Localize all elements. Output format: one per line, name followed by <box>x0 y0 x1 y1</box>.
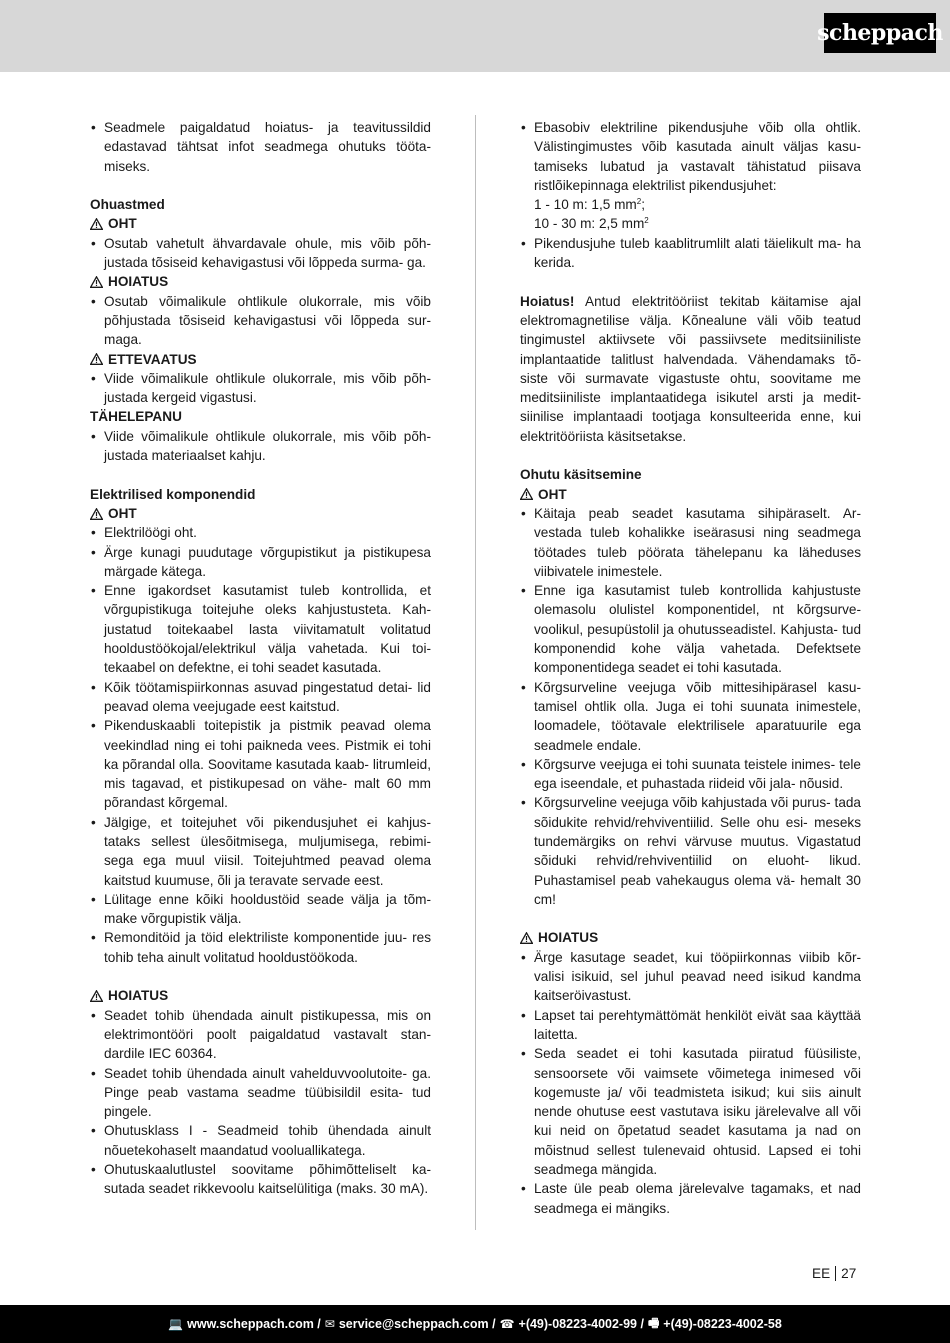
emf-warning-paragraph <box>520 292 861 446</box>
phone-icon: ☎ <box>499 1317 515 1331</box>
warning-ettevaatus <box>90 350 431 369</box>
spec-text: 1 - 10 m: 1,5 mm <box>534 197 637 213</box>
list-item: • Lapset tai perehtymättömät henkilöt eivät saa käyttää laitetta. <box>520 1006 861 1045</box>
list-item: • Enne igakordset kasutamist tuleb kontrollida, et võrgupistikuga toitejuhe oleks kahjustusteta. Kah- justatud toitekaabel lasta viivitamatult volitatud hooldustöökojal/elektrikul välja vahetada. Kui toi- tekaabel on defektne, ei tohi seadet kasutada. <box>90 581 431 677</box>
fax-icon: 🖷 <box>647 1315 660 1330</box>
list-item: • Viide võimalikule ohtlikule olukorrale, mis võib põh- justada materiaalset kahju. <box>90 427 431 466</box>
list-item: • Remonditöid ja töid elektriliste komponentide juu- res tohib teha ainult volitatud hooldustöökoda. <box>90 928 431 967</box>
warning-triangle-icon <box>90 218 103 230</box>
list-item: • Elektrilöögi oht. <box>90 523 431 542</box>
warning-triangle-icon <box>90 353 103 365</box>
list-item: • Laste üle peab olema järelevalve tagamaks, et nad seadmega ei mängiks. <box>520 1179 861 1218</box>
list-item: • Kõrgsurveline veejuga võib kahjustada või purus- tada sõidukite rehvid/rehviventiilid. Selle ohu esi- meseks tundemärgiks on rehvi värvuse muutus. Vigastatud sõiduki rehvid/rehviventiilid on eluoht- likud. Puhastamisel peab vahekaugus olema vä- hemalt 30 cm! <box>520 793 861 909</box>
footer-website[interactable]: www.scheppach.com / <box>187 1317 321 1331</box>
superscript: 2 <box>644 216 649 226</box>
list-item: • Ohutuskaalutlustel soovitame põhimõtteliselt ka- sutada seadet rikkevoolu kaitselülitiga (maks. 30 mA). <box>90 1160 431 1199</box>
list-item: • Ärge kasutage seadet, kui tööpiirkonnas viibib kõr- valisi isikuid, sel juhul peavad need isikud kandma kaitseröivastust. <box>520 948 861 1006</box>
warning-label: HOIATUS <box>108 274 169 290</box>
footer-fax: +(49)-08223-4002-58 <box>663 1317 782 1331</box>
list-item: • Kõik töötamispiirkonnas asuvad pingestatud detai- lid peavad olema veejugade eest kaitstud. <box>90 678 431 717</box>
emf-warning-label: Hoiatus! <box>520 293 575 309</box>
separator <box>835 1266 836 1281</box>
list-item: • Jälgige, et toitejuhet või pikendusjuhet ei kahjus- tataks sellest ülesõitmisega, muljumisega, rebimi- sega ega muul viisil. Toitejuhtmed peavad olema kaitstud kuumuse, õli ja teravate servade eest. <box>90 813 431 890</box>
list-item: • Pikendusjuhe tuleb kaablitrumlilt alati täielikult ma- ha kerida. <box>520 234 861 273</box>
list-item: • Enne iga kasutamist tuleb kontrollida kahjustuste olemasolu olulistel komponentidel, nt kõrgsurve- voolikul, pesupüstolil ja ohutusseadistel. Kahjusta- tud komponendid kohe välja vahetada. Defektsete komponentidega seadet ei tohi kasutada. <box>520 581 861 677</box>
list-item: • Ebasobiv elektriline pikendusjuhe võib olla ohtlik. Välistingimustes võib kasutada ainult väljas kasu- tamiseks lubatud ja vastavalt tähistatud piisava ristlõikepinnaga elektrilist pikendusjuhet: <box>520 118 861 195</box>
list-item: • Kõrgsurveline veejuga võib mittesihipärasel kasu- tamisel ohtlik olla. Juga ei tohi suunata inimestele, loomadele, töötavale elektrilisele aparatuurile ega seadmele endale. <box>520 678 861 755</box>
list-item: • Seda seadet ei tohi kasutada piiratud füüsiliste, sensoorsete või vaimsete võimetega inimesed või kogemuste ja/ või teadmisteta isikud; kui siis ainult nende ohutuse eest vastutava isiku järelevalve all või kui neid on õpetatud seadet kasutama ja nad on mõistnud sellest tulenevaid ohtusid. Lapsed ei tohi seadmega mängida. <box>520 1044 861 1179</box>
list-item: • Osutab võimalikule ohtlikule olukorrale, mis võib põhjustada tõsiseid kehavigastusi või lõppeda sur- maga. <box>90 292 431 350</box>
header-bar <box>0 0 950 72</box>
warning-triangle-icon <box>90 276 103 288</box>
warning-label: HOIATUS <box>108 988 169 1004</box>
list-item: • Pikenduskaabli toitepistik ja pistmik peavad olema veekindlad ning ei tohi paikneda vees. Pistmik ei tohi ka põrandal olla. Soovitame kasutada kaab- litrumleid, mis tagavad, et pistikupesad on vähe- malt 60 mm põrandast kõrgemal. <box>90 716 431 812</box>
list-item: • Käitaja peab seadet kasutama sihipäraselt. Ar- vestada tuleb kohalikke iseärasusi ning seadmega töötades tuleb pöörata tähelepanu ka läheduses viibivatele inimestele. <box>520 504 861 581</box>
list-item: • Ohutusklass I - Seadmeid tohib ühendada ainult nõuetekohaselt maandatud vooluallikatega. <box>90 1121 431 1160</box>
footer-email[interactable]: service@scheppach.com / <box>338 1317 496 1331</box>
scheppach-logo: scheppach <box>824 13 936 53</box>
list-item: • Seadet tohib ühendada ainult vahelduvvoolutoite- ga. Pinge peab vastama seadme tüübisildil esita- tud pingele. <box>90 1064 431 1122</box>
list-item: • Osutab vahetult ähvardavale ohule, mis võib põh- justada tõsiseid kehavigastusi või lõppeda surma- ga. <box>90 234 431 273</box>
warning-label: OHT <box>108 505 137 521</box>
warning-label: OHT <box>108 216 137 232</box>
warning-oht <box>90 214 431 233</box>
list-item: • Seadet tohib ühendada ainult pistikupessa, mis on elektrimontööri poolt paigaldatud vastavalt stan- dardile IEC 60364. <box>90 1006 431 1064</box>
footer-phone[interactable]: +(49)-08223-4002-99 / <box>518 1317 644 1331</box>
mail-icon: ✉ <box>324 1317 335 1331</box>
warning-label: ETTEVAATUS <box>108 351 197 367</box>
page-number <box>812 1266 856 1281</box>
section-title-ohuastmed: Ohuastmed <box>90 197 165 213</box>
right-column <box>520 118 861 1218</box>
footer-bar <box>0 1305 950 1343</box>
warning-triangle-icon <box>520 932 533 944</box>
list-item: • Ärge kunagi puudutage võrgupistikut ja pistikupesa märgade kätega. <box>90 543 431 582</box>
notice-tahelepanu: TÄHELEPANU <box>90 409 182 425</box>
computer-icon: 💻 <box>168 1317 184 1331</box>
list-item: • Seadmele paigaldatud hoiatus- ja teavitussildid edastavad tähtsat infot seadmega ohutuks tööta- miseks. <box>90 118 431 176</box>
warning-triangle-icon <box>520 488 533 500</box>
warning-triangle-icon <box>90 508 103 520</box>
column-divider <box>475 115 476 1230</box>
spec-text: ; <box>641 197 645 213</box>
spec-text: 10 - 30 m: 2,5 mm <box>534 216 645 232</box>
warning-hoiatus <box>90 272 431 291</box>
superscript: 2 <box>636 197 642 207</box>
warning-hoiatus <box>90 986 431 1005</box>
left-column <box>90 118 431 1199</box>
warning-hoiatus <box>520 928 861 947</box>
warning-label: HOIATUS <box>538 930 599 946</box>
page-number-value: 27 <box>841 1266 857 1281</box>
warning-triangle-icon <box>90 990 103 1002</box>
section-title-elektrilised: Elektrilised komponendid <box>90 486 256 502</box>
list-item: • Kõrgsurve veejuga ei tohi suunata teistele inimes- tele ega iseendale, et puhastada riideid või jala- nõusid. <box>520 755 861 794</box>
warning-oht <box>90 504 431 523</box>
section-title-ohutu: Ohutu käsitsemine <box>520 467 642 483</box>
warning-oht <box>520 485 861 504</box>
spec-line <box>520 195 861 214</box>
warning-label: OHT <box>538 486 567 502</box>
list-item: • Viide võimalikule ohtlikule olukorrale, mis võib põh- justada kergeid vigastusi. <box>90 369 431 408</box>
spec-line <box>520 214 861 233</box>
emf-warning-text: Antud elektritööriist tekitab käitamise ajal elektromagnetilise välja. Kõnealune väli võib teatud tingimustel aktiivsete või passiivsete meditsiiniliste implantaatide talitlust halvendada. Vähendamaks tõ- siste või surmavate vigastuste ohtu, soovitame me meditsiiniliste implantaatidega isikutel arsti ja medit- siinilise implantaadi tootjaga konsulteerida enne, kui elektritööriista käsitsetakse. <box>520 293 861 444</box>
list-item: • Lülitage enne kõiki hooldustöid seade välja ja tõm- make võrgupistik välja. <box>90 890 431 929</box>
language-code: EE <box>812 1266 831 1281</box>
